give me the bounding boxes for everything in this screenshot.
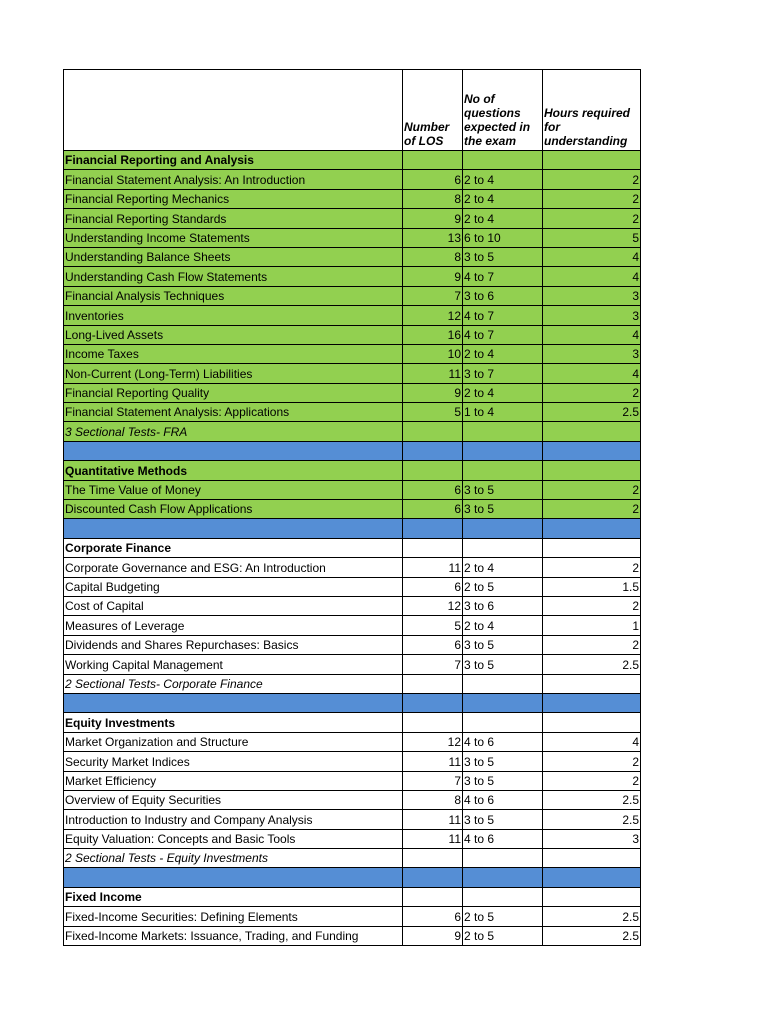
questions-cell[interactable] [463,674,543,693]
table-row [64,228,641,247]
topic-cell[interactable]: Working Capital Management [64,655,403,674]
topic-cell[interactable]: Financial Statement Analysis: An Introduction [64,170,403,189]
los-cell[interactable]: 16 [403,325,463,344]
hours-cell[interactable]: 4 [543,364,641,383]
topic-cell[interactable] [64,868,403,887]
topic-cell[interactable]: Measures of Leverage [64,616,403,635]
los-cell[interactable] [403,674,463,693]
header-hours-cell[interactable] [543,70,641,151]
hours-cell[interactable] [543,151,641,170]
questions-cell[interactable]: 4 to 6 [463,790,543,809]
los-cell[interactable] [403,422,463,441]
questions-cell[interactable]: 2 to 4 [463,170,543,189]
hours-cell[interactable]: 5 [543,228,641,247]
questions-cell[interactable]: 3 to 5 [463,771,543,790]
spacer-row [64,868,641,887]
topic-cell[interactable]: Overview of Equity Securities [64,790,403,809]
questions-cell[interactable] [463,538,543,557]
section-row [64,887,641,906]
los-cell[interactable]: 11 [403,829,463,848]
los-cell[interactable]: 7 [403,771,463,790]
los-cell[interactable]: 13 [403,228,463,247]
topic-cell[interactable]: Financial Reporting Mechanics [64,189,403,208]
los-cell[interactable] [403,693,463,712]
topic-cell[interactable]: Financial Statement Analysis: Applications [64,403,403,422]
hours-cell[interactable] [543,868,641,887]
topic-cell[interactable] [64,441,403,460]
los-cell[interactable]: 6 [403,907,463,926]
hours-cell[interactable]: 1.5 [543,577,641,596]
los-cell[interactable]: 11 [403,752,463,771]
table-row [64,577,641,596]
los-cell[interactable]: 6 [403,635,463,654]
topic-cell[interactable] [64,693,403,712]
header-hours-line: Hours required [544,106,631,120]
questions-cell[interactable]: 3 to 5 [463,480,543,499]
los-cell[interactable] [403,887,463,906]
table-row [64,907,641,926]
header-questions-line: No of [464,92,495,106]
hours-cell[interactable] [543,461,641,480]
questions-cell[interactable]: 2 to 5 [463,577,543,596]
hours-cell[interactable] [543,713,641,732]
section-row [64,151,641,170]
topic-cell[interactable]: Dividends and Shares Repurchases: Basics [64,635,403,654]
table-row [64,267,641,286]
los-cell[interactable]: 11 [403,364,463,383]
topic-cell[interactable]: Discounted Cash Flow Applications [64,500,403,519]
hours-cell[interactable] [543,849,641,868]
questions-cell[interactable]: 4 to 7 [463,325,543,344]
table-row [64,616,641,635]
topic-cell[interactable]: Understanding Balance Sheets [64,247,403,266]
questions-cell[interactable] [463,151,543,170]
los-cell[interactable]: 9 [403,209,463,228]
questions-cell[interactable] [463,441,543,460]
topic-cell[interactable]: Market Organization and Structure [64,732,403,751]
questions-cell[interactable]: 1 to 4 [463,403,543,422]
table-row [64,325,641,344]
header-questions-line: questions [464,106,521,120]
hours-cell[interactable]: 2 [543,209,641,228]
topic-cell[interactable]: Financial Reporting and Analysis [64,151,403,170]
topic-cell[interactable]: Understanding Cash Flow Statements [64,267,403,286]
hours-cell[interactable]: 2.5 [543,926,641,945]
table-row [64,306,641,325]
study-plan-table-body [64,70,641,946]
sectional-test-row [64,674,641,693]
table-row [64,403,641,422]
table-row [64,732,641,751]
topic-cell[interactable]: Long-Lived Assets [64,325,403,344]
questions-cell[interactable]: 2 to 5 [463,926,543,945]
section-row [64,461,641,480]
sectional-test-row [64,849,641,868]
table-row [64,810,641,829]
topic-cell[interactable]: Corporate Finance [64,538,403,557]
los-cell[interactable] [403,461,463,480]
questions-cell[interactable]: 3 to 5 [463,752,543,771]
topic-cell[interactable]: 3 Sectional Tests- FRA [64,422,403,441]
topic-cell[interactable]: Fixed-Income Securities: Defining Elements [64,907,403,926]
spacer-row [64,441,641,460]
los-cell[interactable] [403,151,463,170]
questions-cell[interactable]: 2 to 4 [463,616,543,635]
los-cell[interactable]: 12 [403,732,463,751]
hours-cell[interactable]: 3 [543,344,641,363]
questions-cell[interactable]: 4 to 6 [463,829,543,848]
header-questions-line: the exam [464,134,517,148]
header-los-line: of LOS [404,134,444,148]
questions-cell[interactable]: 2 to 5 [463,907,543,926]
header-questions-cell[interactable] [463,70,543,151]
topic-cell[interactable]: Equity Investments [64,713,403,732]
los-cell[interactable]: 6 [403,577,463,596]
questions-cell[interactable]: 4 to 6 [463,732,543,751]
section-row [64,538,641,557]
header-questions-line: expected in [464,120,531,134]
hours-cell[interactable]: 2 [543,635,641,654]
topic-cell[interactable]: Market Efficiency [64,771,403,790]
hours-cell[interactable]: 2 [543,480,641,499]
questions-cell[interactable] [463,519,543,538]
table-row [64,209,641,228]
table-row [64,596,641,615]
los-cell[interactable] [403,441,463,460]
los-cell[interactable]: 8 [403,790,463,809]
hours-cell[interactable] [543,693,641,712]
spacer-row [64,693,641,712]
table-row [64,189,641,208]
hours-cell[interactable]: 2 [543,170,641,189]
los-cell[interactable] [403,849,463,868]
questions-cell[interactable] [463,849,543,868]
los-cell[interactable]: 6 [403,170,463,189]
los-cell[interactable]: 8 [403,189,463,208]
topic-cell[interactable]: The Time Value of Money [64,480,403,499]
questions-cell[interactable]: 2 to 4 [463,189,543,208]
questions-cell[interactable]: 2 to 4 [463,209,543,228]
questions-cell[interactable]: 3 to 5 [463,500,543,519]
topic-cell[interactable]: Understanding Income Statements [64,228,403,247]
los-cell[interactable]: 6 [403,500,463,519]
hours-cell[interactable]: 2 [543,771,641,790]
hours-cell[interactable]: 1 [543,616,641,635]
los-cell[interactable]: 10 [403,344,463,363]
questions-cell[interactable]: 2 to 4 [463,344,543,363]
questions-cell[interactable]: 2 to 4 [463,558,543,577]
topic-cell[interactable]: Security Market Indices [64,752,403,771]
hours-cell[interactable] [543,538,641,557]
table-row [64,635,641,654]
questions-cell[interactable]: 3 to 5 [463,247,543,266]
questions-cell[interactable] [463,887,543,906]
hours-cell[interactable]: 2 [543,596,641,615]
questions-cell[interactable]: 4 to 7 [463,306,543,325]
topic-cell[interactable]: Cost of Capital [64,596,403,615]
hours-cell[interactable] [543,441,641,460]
questions-cell[interactable]: 3 to 7 [463,364,543,383]
hours-cell[interactable]: 4 [543,732,641,751]
questions-cell[interactable]: 3 to 5 [463,655,543,674]
hours-cell[interactable] [543,674,641,693]
topic-cell[interactable] [64,519,403,538]
questions-cell[interactable]: 2 to 4 [463,383,543,402]
hours-cell[interactable]: 4 [543,247,641,266]
header-los-cell[interactable] [403,70,463,151]
topic-cell[interactable]: Financial Reporting Standards [64,209,403,228]
hours-cell[interactable]: 2.5 [543,655,641,674]
los-cell[interactable] [403,868,463,887]
hours-cell[interactable]: 2.5 [543,403,641,422]
topic-cell[interactable]: Fixed Income [64,887,403,906]
table-row [64,558,641,577]
table-row [64,480,641,499]
los-cell[interactable]: 6 [403,480,463,499]
questions-cell[interactable]: 6 to 10 [463,228,543,247]
hours-cell[interactable] [543,887,641,906]
los-cell[interactable]: 12 [403,306,463,325]
los-cell[interactable]: 7 [403,286,463,305]
los-cell[interactable]: 9 [403,267,463,286]
hours-cell[interactable]: 2 [543,500,641,519]
questions-cell[interactable]: 3 to 6 [463,596,543,615]
topic-cell[interactable]: Inventories [64,306,403,325]
table-row [64,655,641,674]
header-hours-line: understanding [544,134,628,148]
questions-cell[interactable]: 4 to 7 [463,267,543,286]
hours-cell[interactable]: 2 [543,558,641,577]
table-row [64,344,641,363]
section-row [64,713,641,732]
topic-cell[interactable]: Quantitative Methods [64,461,403,480]
los-cell[interactable]: 8 [403,247,463,266]
hours-cell[interactable]: 2.5 [543,790,641,809]
table-row [64,383,641,402]
topic-cell[interactable]: Non-Current (Long-Term) Liabilities [64,364,403,383]
hours-cell[interactable]: 2 [543,752,641,771]
los-cell[interactable] [403,519,463,538]
hours-cell[interactable]: 2 [543,189,641,208]
table-row [64,771,641,790]
topic-cell[interactable]: Equity Valuation: Concepts and Basic Tools [64,829,403,848]
study-plan-table [63,69,641,946]
hours-cell[interactable]: 4 [543,325,641,344]
table-row [64,364,641,383]
questions-cell[interactable]: 3 to 5 [463,635,543,654]
los-cell[interactable]: 7 [403,655,463,674]
table-row [64,926,641,945]
los-cell[interactable]: 11 [403,810,463,829]
los-cell[interactable]: 5 [403,403,463,422]
header-hours-line: for [544,120,560,134]
topic-cell[interactable]: 2 Sectional Tests- Corporate Finance [64,674,403,693]
spacer-row [64,519,641,538]
topic-cell[interactable]: Income Taxes [64,344,403,363]
hours-cell[interactable]: 2.5 [543,810,641,829]
los-cell[interactable]: 12 [403,596,463,615]
topic-cell[interactable]: Introduction to Industry and Company Analysis [64,810,403,829]
sectional-test-row [64,422,641,441]
topic-cell[interactable]: Fixed-Income Markets: Issuance, Trading, and Funding [64,926,403,945]
questions-cell[interactable]: 3 to 5 [463,810,543,829]
table-row [64,829,641,848]
questions-cell[interactable] [463,868,543,887]
table-row [64,500,641,519]
hours-cell[interactable]: 3 [543,829,641,848]
topic-cell[interactable]: Financial Reporting Quality [64,383,403,402]
table-row [64,790,641,809]
header-los-line: Number [404,120,450,134]
los-cell[interactable] [403,538,463,557]
topic-cell[interactable]: Financial Analysis Techniques [64,286,403,305]
questions-cell[interactable] [463,693,543,712]
hours-cell[interactable]: 3 [543,286,641,305]
hours-cell[interactable] [543,422,641,441]
questions-cell[interactable] [463,713,543,732]
questions-cell[interactable]: 3 to 6 [463,286,543,305]
los-cell[interactable]: 9 [403,926,463,945]
topic-cell[interactable]: Capital Budgeting [64,577,403,596]
topic-cell[interactable]: Corporate Governance and ESG: An Introduction [64,558,403,577]
table-row [64,286,641,305]
hours-cell[interactable] [543,519,641,538]
topic-cell[interactable]: 2 Sectional Tests - Equity Investments [64,849,403,868]
table-row [64,247,641,266]
hours-cell[interactable]: 2 [543,383,641,402]
hours-cell[interactable]: 3 [543,306,641,325]
table-row [64,752,641,771]
los-cell[interactable] [403,713,463,732]
hours-cell[interactable]: 2.5 [543,907,641,926]
table-row [64,170,641,189]
los-cell[interactable]: 11 [403,558,463,577]
los-cell[interactable]: 5 [403,616,463,635]
hours-cell[interactable]: 4 [543,267,641,286]
header-row [64,70,641,151]
questions-cell[interactable] [463,461,543,480]
los-cell[interactable]: 9 [403,383,463,402]
header-topic-cell[interactable] [64,70,403,151]
questions-cell[interactable] [463,422,543,441]
